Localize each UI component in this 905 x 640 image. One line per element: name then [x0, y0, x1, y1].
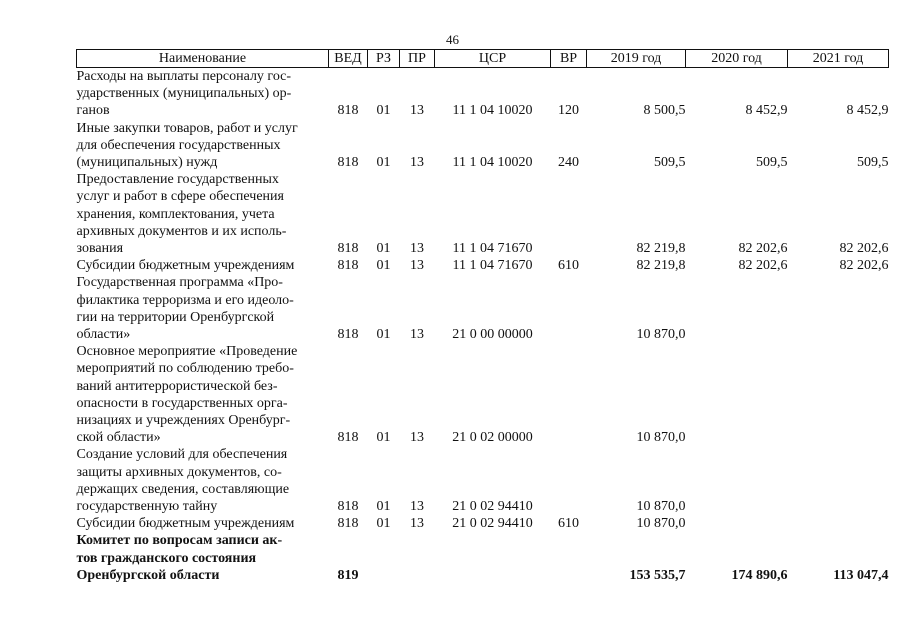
total-name: Комитет по вопросам записи ак- тов гражданского состояния Оренбургской области [76, 533, 283, 583]
row-csr: 21 0 00 00000 [452, 327, 533, 343]
total-pr [400, 532, 435, 584]
row-2019: 509,5 [654, 155, 686, 171]
row-2019: 82 219,8 [636, 241, 686, 257]
table-row [77, 274, 889, 343]
row-2019: 10 870,0 [636, 327, 686, 343]
page-number: 46 [446, 32, 459, 47]
row-name: Предоставление государственных услуг и работ в сфере обеспечения хранения, комплектования, учета архивных документов и их исполь- зования [76, 172, 287, 257]
row-pr: 13 [410, 516, 424, 532]
row-pr: 13 [410, 103, 424, 119]
row-rz: 01 [376, 103, 391, 119]
row-rz: 01 [376, 327, 391, 343]
header-name: Наименование [77, 50, 329, 68]
row-2019: 10 870,0 [636, 430, 686, 446]
row-vr [551, 171, 587, 257]
row-csr: 11 1 04 10020 [452, 155, 533, 171]
row-csr: 11 1 04 71670 [452, 241, 533, 257]
row-csr: 21 0 02 94410 [452, 516, 533, 532]
row-rz: 01 [376, 241, 391, 257]
row-2019: 82 219,8 [636, 258, 686, 274]
table-row [77, 446, 889, 515]
header-pr: ПР [400, 50, 435, 68]
table-row [77, 171, 889, 257]
table-row [77, 120, 889, 172]
row-2020 [686, 343, 788, 446]
table-body [77, 68, 889, 585]
table-row [77, 68, 889, 120]
row-rz: 01 [376, 258, 391, 274]
row-name: Создание условий для обеспечения защиты архивных документов, со- держащих сведения, составляющие государственную тайну [76, 447, 290, 515]
row-2021 [788, 515, 889, 532]
row-ved: 818 [337, 327, 359, 343]
row-2021: 82 202,6 [839, 258, 889, 274]
row-pr: 13 [410, 241, 424, 257]
row-2021: 82 202,6 [839, 241, 889, 257]
header-2019: 2019 год [587, 50, 686, 68]
row-2021 [788, 343, 889, 446]
row-ved: 818 [337, 155, 359, 171]
table-row [77, 257, 889, 274]
header-csr: ЦСР [435, 50, 551, 68]
total-csr [435, 532, 551, 584]
row-vr: 120 [558, 103, 579, 119]
total-rz [368, 532, 400, 584]
row-rz: 01 [376, 516, 391, 532]
table-row [77, 515, 889, 532]
row-pr: 13 [410, 258, 424, 274]
row-vr [551, 446, 587, 515]
row-pr: 13 [410, 155, 424, 171]
row-name: Субсидии бюджетным учреждениям [76, 258, 295, 274]
row-name: Расходы на выплаты персоналу гос- ударственных (муниципальных) ор- ганов [76, 69, 292, 119]
row-2019: 10 870,0 [636, 499, 686, 515]
header-vr: ВР [551, 50, 587, 68]
total-row [77, 532, 889, 584]
table-header [77, 50, 889, 68]
row-name: Субсидии бюджетным учреждениям [76, 516, 295, 532]
total-vr [551, 532, 587, 584]
header-2021: 2021 год [788, 50, 889, 68]
row-rz: 01 [376, 430, 391, 446]
row-ved: 818 [337, 499, 359, 515]
row-csr: 21 0 02 94410 [452, 499, 533, 515]
row-pr: 13 [410, 327, 424, 343]
row-2020: 509,5 [756, 155, 788, 171]
table-row [77, 343, 889, 446]
total-ved: 819 [337, 567, 359, 583]
row-2020 [686, 515, 788, 532]
row-name: Иные закупки товаров, работ и услуг для обеспечения государственных (муниципальных) нужд [76, 120, 298, 171]
header-2020: 2020 год [686, 50, 788, 68]
row-2019: 8 500,5 [643, 103, 686, 119]
row-ved: 818 [337, 103, 359, 119]
total-2019: 153 535,7 [629, 567, 686, 583]
row-ved: 818 [337, 516, 359, 532]
row-2021: 509,5 [857, 155, 889, 171]
row-ved: 818 [337, 258, 359, 274]
row-rz: 01 [376, 155, 391, 171]
header-ved: ВЕД [329, 50, 368, 68]
header-rz: РЗ [368, 50, 400, 68]
row-rz: 01 [376, 499, 391, 515]
row-pr: 13 [410, 430, 424, 446]
row-2021 [788, 446, 889, 515]
budget-table [76, 49, 889, 584]
row-2021 [788, 274, 889, 343]
row-vr: 610 [558, 258, 579, 274]
row-2021: 8 452,9 [846, 103, 889, 119]
row-pr: 13 [410, 499, 424, 515]
row-csr: 11 1 04 71670 [452, 258, 533, 274]
row-name: Основное мероприятие «Проведение мероприятий по соблюдению требо- ваний антитеррористической без- опасности в государственных орга- низациях и учреждениях Оренбург- ской области» [76, 344, 298, 446]
row-2020: 82 202,6 [738, 258, 788, 274]
total-2020: 174 890,6 [731, 567, 788, 583]
row-vr [551, 343, 587, 446]
row-vr: 240 [558, 155, 579, 171]
row-vr: 610 [558, 516, 579, 532]
row-csr: 11 1 04 10020 [452, 103, 533, 119]
row-ved: 818 [337, 430, 359, 446]
row-2019: 10 870,0 [636, 516, 686, 532]
row-2020 [686, 446, 788, 515]
row-2020: 82 202,6 [738, 241, 788, 257]
row-vr [551, 274, 587, 343]
total-2021: 113 047,4 [833, 567, 889, 583]
row-name: Государственная программа «Про- филактика терроризма и его идеоло- гии на территории Оренбургской области» [76, 275, 294, 343]
row-2020 [686, 274, 788, 343]
row-csr: 21 0 02 00000 [452, 430, 533, 446]
row-ved: 818 [337, 241, 359, 257]
row-2020: 8 452,9 [745, 103, 788, 119]
